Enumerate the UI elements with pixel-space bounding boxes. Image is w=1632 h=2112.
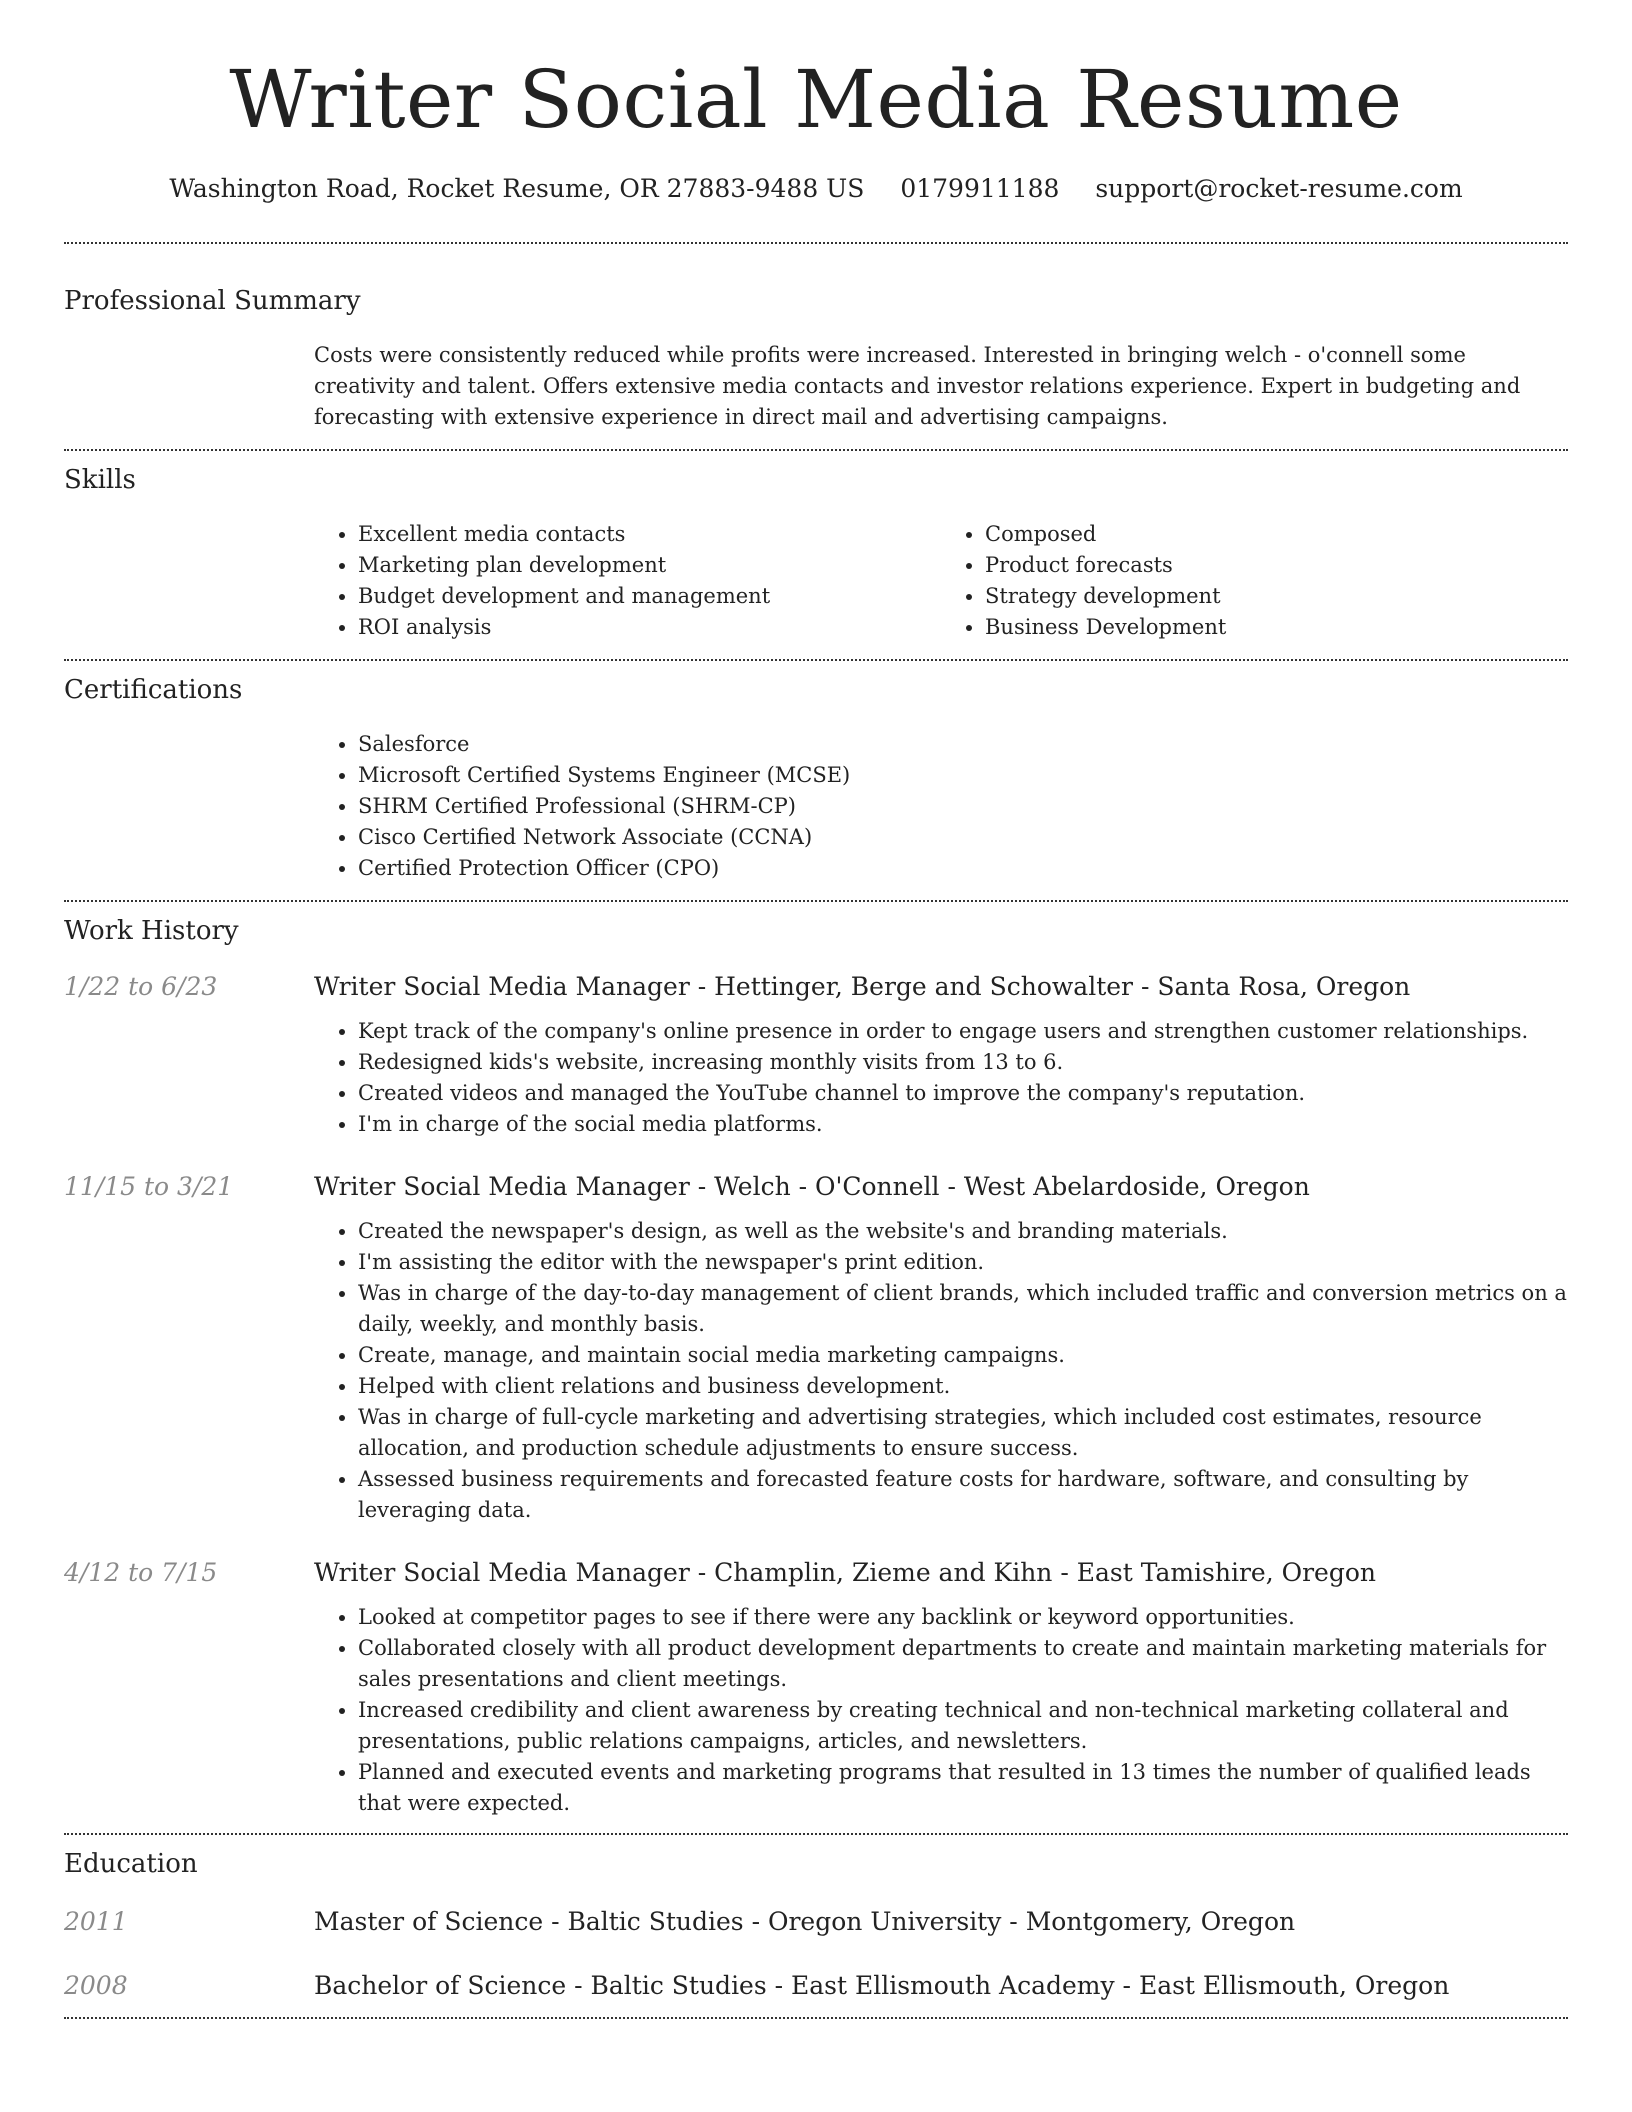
- job-bullets: [314, 1602, 1568, 1819]
- certification-item: • Microsoft Certified Systems Engineer (MCSE): [358, 760, 1568, 791]
- job-title: Writer Social Media Manager - Champlin, Zieme and Kihn - East Tamishire, Oregon: [314, 1558, 1377, 1587]
- job-dates: 11/15 to 3/21: [64, 1172, 234, 1201]
- skill-item: • Product forecasts: [985, 550, 1568, 581]
- skill-item: • Budget development and management: [358, 581, 941, 612]
- job-bullet: • Created the newspaper's design, as well as the website's and branding materials.: [358, 1216, 1568, 1247]
- skills-column-2: [941, 519, 1568, 643]
- section-heading: Professional Summary: [64, 286, 361, 316]
- education-entry: [64, 1905, 1568, 1939]
- professional-summary-section: [64, 244, 1568, 449]
- education-section: [64, 1835, 1568, 2017]
- job-entry: [64, 1170, 1568, 1204]
- skills-section: [64, 451, 1568, 659]
- skill-item: • Strategy development: [985, 581, 1568, 612]
- certification-item: • Certified Protection Officer (CPO): [358, 853, 1568, 884]
- skill-item: • ROI analysis: [358, 612, 941, 643]
- certification-item: • Cisco Certified Network Associate (CCNA): [358, 822, 1568, 853]
- education-title: Bachelor of Science - Baltic Studies - East Ellismouth Academy - East Ellismouth, Oregon: [314, 1971, 1450, 2000]
- section-heading: Work History: [64, 916, 239, 946]
- education-title: Master of Science - Baltic Studies - Oregon University - Montgomery, Oregon: [314, 1907, 1296, 1936]
- job-bullet-list: [314, 1216, 1568, 1526]
- job-bullet: • Kept track of the company's online presence in order to engage users and strengthen customer relationships.: [358, 1016, 1568, 1047]
- job-entry: [64, 1556, 1568, 1590]
- job-bullet: • Looked at competitor pages to see if there were any backlink or keyword opportunities.: [358, 1602, 1568, 1633]
- contact-line: [64, 172, 1568, 206]
- section-heading: Skills: [64, 465, 136, 495]
- education-year: 2008: [64, 1971, 128, 2000]
- summary-text: Costs were consistently reduced while profits were increased. Interested in bringing welch - o'connell some creativity and talent. Offers extensive media contacts and investor relations experience. Expert in budgeting and forecasting with extensive experience in direct mail and advertising campaigns.: [314, 343, 1521, 429]
- skill-item: • Composed: [985, 519, 1568, 550]
- job-title: Writer Social Media Manager - Hettinger, Berge and Schowalter - Santa Rosa, Oregon: [314, 972, 1411, 1001]
- job-bullet: • Increased credibility and client awareness by creating technical and non-technical marketing collateral and presentations, public relations campaigns, articles, and newsletters.: [358, 1695, 1568, 1757]
- skills-column-1: [314, 519, 941, 643]
- certification-item: • SHRM Certified Professional (SHRM-CP): [358, 791, 1568, 822]
- skill-item: • Marketing plan development: [358, 550, 941, 581]
- job-entry: [64, 970, 1568, 1004]
- skill-item: • Excellent media contacts: [358, 519, 941, 550]
- job-bullet: • Create, manage, and maintain social media marketing campaigns.: [358, 1340, 1568, 1371]
- education-year: 2011: [64, 1907, 128, 1936]
- resume-title: Writer Social Media Resume: [229, 53, 1403, 146]
- job-bullet: • Was in charge of the day-to-day management of client brands, which included traffic and conversion metrics on a daily, weekly, and monthly basis.: [358, 1278, 1568, 1340]
- job-bullets: [314, 1216, 1568, 1526]
- job-bullet-list: [314, 1016, 1568, 1140]
- job-dates: 4/12 to 7/15: [64, 1558, 218, 1587]
- job-bullet: • Was in charge of full-cycle marketing and advertising strategies, which included cost estimates, resource allocation, and production schedule adjustments to ensure success.: [358, 1402, 1568, 1464]
- job-bullet: • Assessed business requirements and forecasted feature costs for hardware, software, and consulting by leveraging data.: [358, 1464, 1568, 1526]
- certifications-list: [314, 729, 1568, 884]
- job-bullet: • Collaborated closely with all product development departments to create and maintain marketing materials for sales presentations and client meetings.: [358, 1633, 1568, 1695]
- job-bullet: • I'm in charge of the social media platforms.: [358, 1109, 1568, 1140]
- job-bullet: • I'm assisting the editor with the newspaper's print edition.: [358, 1247, 1568, 1278]
- job-bullet-list: [314, 1602, 1568, 1819]
- job-bullet: • Redesigned kids's website, increasing monthly visits from 13 to 6.: [358, 1047, 1568, 1078]
- skills-columns: [314, 519, 1568, 643]
- job-bullet: • Helped with client relations and business development.: [358, 1371, 1568, 1402]
- work-history-section: [64, 902, 1568, 1833]
- phone: 0179911188: [900, 174, 1060, 203]
- job-bullet: • Planned and executed events and marketing programs that resulted in 13 times the number of qualified leads that were expected.: [358, 1757, 1568, 1819]
- job-bullets: [314, 1016, 1568, 1140]
- education-entry: [64, 1969, 1568, 2003]
- section-heading: Education: [64, 1849, 198, 1879]
- section-heading: Certifications: [64, 675, 243, 705]
- certification-items: [314, 729, 1568, 884]
- certifications-section: [64, 661, 1568, 900]
- job-bullet: • Created videos and managed the YouTube channel to improve the company's reputation.: [358, 1078, 1568, 1109]
- email: support@rocket-resume.com: [1095, 174, 1463, 203]
- certification-item: • Salesforce: [358, 729, 1568, 760]
- job-dates: 1/22 to 6/23: [64, 972, 218, 1001]
- skill-item: • Business Development: [985, 612, 1568, 643]
- address: Washington Road, Rocket Resume, OR 27883-9488 US: [169, 174, 865, 203]
- divider: [64, 2017, 1568, 2019]
- job-title: Writer Social Media Manager - Welch - O'Connell - West Abelardoside, Oregon: [314, 1172, 1310, 1201]
